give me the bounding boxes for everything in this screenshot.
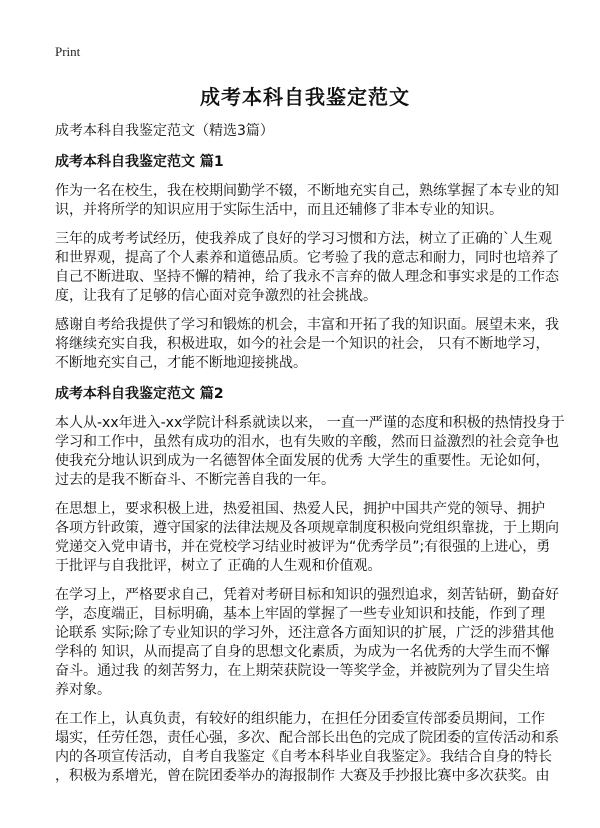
paragraph-line: 在工作上，认真负责，有较好的组织能力，在担任分团委宣传部委员期间，工作 [55, 711, 545, 727]
paragraph-line: 学，态度端正，目标明确，基本上牢固的掌握了一些专业知识和技能，作到了理 [55, 606, 545, 622]
paragraph-line: ，积极为系增光，曾在院团委举办的海报制作 大赛及手抄报比赛中多次获奖。由 [55, 768, 550, 784]
paragraph-line: 使我充分地认识到成为一名德智体全面发展的优秀 大学生的重要性。无论如何， [55, 453, 550, 469]
paragraph-line: 识，并将所学的知识应用于实际生活中，而且还辅修了非本专业的知识。 [55, 202, 503, 218]
paragraph-line: 养对象。 [55, 682, 111, 698]
paragraph-line: 奋斗。通过我 的刻苦努力，在上期荣获院设一等奖学金，并被院列为了冒尖生培 [55, 663, 550, 679]
paragraph [55, 414, 565, 490]
print-link[interactable]: Print [55, 44, 81, 59]
paragraph-line: 本人从-xx年进入-xx学院计科系就读以来， 一直一严谨的态度和积极的热情投身于 [55, 415, 565, 431]
paragraph [55, 182, 559, 220]
section-heading: 成考本科自我鉴定范文 篇2 [55, 386, 224, 402]
paragraph-line: 将继续充实自我，积极进取，如今的社会是一个知识的社会， 只有不断地学习， [55, 336, 550, 352]
paragraph-line: 各项方针政策，遵守国家的法律法规及各项规章制度积极向党组织靠拢，于上期向 [55, 520, 559, 536]
paragraph [55, 586, 559, 700]
paragraph-line: 自己不断进取、坚持不懈的精神，给了我永不言弃的做人理念和事实求是的工作态 [55, 269, 559, 285]
paragraph-line: 在学习上，严格要求自己，凭着对考研目标和知识的强烈追求，刻苦钻研，勤奋好 [55, 587, 559, 603]
paragraph-line: 于批评与自我批评，树立了 正确的人生观和价值观。 [55, 558, 382, 574]
paragraph [55, 500, 559, 576]
paragraph-line: 学科的 知识，从而提高了自身的思想文化素质，为成为一名优秀的大学生而不懈 [55, 644, 550, 660]
document-subtitle: 成考本科自我鉴定范文（精选3篇） [55, 123, 274, 139]
paragraph-line: 在思想上，要求积极上进，热爱祖国、热爱人民，拥护中国共产党的领导、拥护 [55, 501, 545, 517]
paragraph-line: 不断地充实自己，才能不断地迎接挑战。 [55, 355, 307, 371]
paragraph-line: 感谢自考给我提供了学习和锻炼的机会，丰富和开拓了我的知识面。展望未来，我 [55, 317, 559, 333]
paragraph-line: 和世界观，提高了个人素养和道德品质。它考验了我的意志和耐力，同时也培养了 [55, 250, 559, 266]
paragraph [55, 316, 559, 373]
paragraph-line: 党递交入党申请书，并在党校学习结业时被评为“优秀学员”;有很强的上进心，勇 [55, 539, 551, 555]
paragraph-line: 论联系 实际;除了专业知识的学习外，还注意各方面知识的扩展，广泛的涉猎其他 [55, 625, 555, 641]
paragraph [55, 710, 559, 786]
paragraph-line: 过去的是我不断奋斗、不断完善自我的一年。 [55, 472, 335, 488]
paragraph-line: 塌实，任劳任怨，责任心强，多次、配合部长出色的完成了院团委的宣传活动和系 [55, 730, 559, 746]
document-body [55, 153, 565, 786]
document-page [55, 44, 565, 786]
paragraph [55, 230, 559, 306]
document-title: 成考本科自我鉴定范文 [200, 85, 410, 109]
section-heading: 成考本科自我鉴定范文 篇1 [55, 154, 224, 170]
paragraph-line: 度，让我有了足够的信心面对竞争激烈的社会挑战。 [55, 288, 377, 304]
paragraph-line: 学习和工作中，虽然有成功的泪水，也有失败的辛酸，然而日益激烈的社会竞争也 [55, 434, 559, 450]
paragraph-line: 内的各项宣传活动，自考自我鉴定《自考本科毕业自我鉴定》。我结合自身的特长 [55, 749, 552, 765]
paragraph-line: 作为一名在校生，我在校期间勤学不辍，不断地充实自己，熟练掌握了本专业的知 [55, 183, 559, 199]
paragraph-line: 三年的成考考试经历，使我养成了良好的学习习惯和方法，树立了正确的`人生观 [55, 231, 552, 247]
